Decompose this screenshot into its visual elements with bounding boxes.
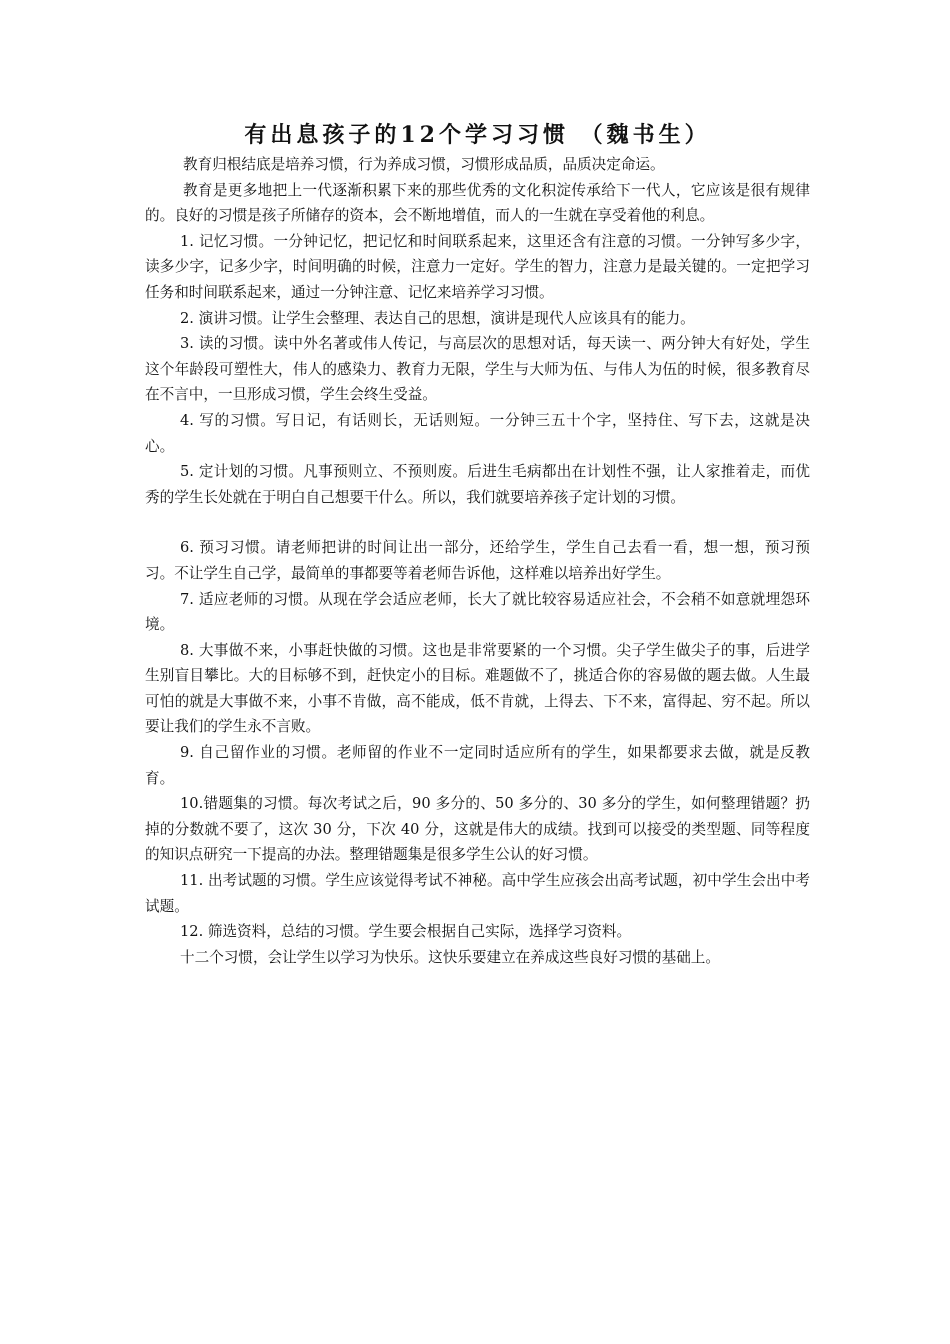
habit-2-paragraph: 2. 演讲习惯。让学生会整理、表达自己的思想，演讲是现代人应该具有的能力。 <box>180 309 695 327</box>
document-body <box>145 118 810 970</box>
habit-7-paragraph: 7. 适应老师的习惯。从现在学会适应老师，长大了就比较容易适应社会，不会稍不如意就埋怨环境。 <box>145 590 810 634</box>
habit-8-paragraph: 8. 大事做不来，小事赶快做的习惯。这也是非常要紧的一个习惯。尖子学生做尖子的事，后进学生别盲目攀比。大的目标够不到，赶快定小的目标。难题做不了，挑适合你的容易做的题去做。人生最可怕的就是大事做不来，小事不肯做，高不能成，低不肯就，上得去、下不来，富得起、穷不起。所以要让我们的学生永不言败。 <box>145 641 810 736</box>
habit-12-paragraph: 12. 筛选资料，总结的习惯。学生要会根据自己实际，选择学习资料。 <box>180 923 632 941</box>
habit-10-paragraph: 10.错题集的习惯。每次考试之后，90 多分的、50 多分的、30 多分的学生，如何整理错题？扔掉的分数就不要了，这次 30 分，下次 40 分，这就是伟大的成绩。找到可以接受的类型题、同等程度的知识点研究一下提高的办法。整理错题集是很多学生公认的好习惯。 <box>145 795 810 864</box>
habit-9-paragraph: 9. 自己留作业的习惯。老师留的作业不一定同时适应所有的学生，如果都要求去做，就是反教育。 <box>145 744 810 787</box>
document-title: 有出息孩子的12个学习习惯 （魏书生） <box>244 122 711 148</box>
intro-paragraph: 教育是更多地把上一代逐渐积累下来的那些优秀的文化积淀传承给下一代人，它应该是很有规律的。良好的习惯是孩子所储存的资本，会不断地增值，而人的一生就在享受着他的利息。 <box>145 181 810 225</box>
habit-6-paragraph: 6. 预习习惯。请老师把讲的时间让出一部分，还给学生，学生自己去看一看，想一想，预习预习。不让学生自己学，最简单的事都要等着老师告诉他，这样难以培养出好学生。 <box>145 539 810 582</box>
habit-11-paragraph: 11. 出考试题的习惯。学生应该觉得考试不神秘。高中学生应孩会出高考试题，初中学生会出中考试题。 <box>145 872 810 915</box>
habit-4-paragraph: 4. 写的习惯。写日记，有话则长，无话则短。一分钟三五十个字，坚持住、写下去，这就是决心。 <box>145 411 810 455</box>
habit-5-paragraph: 5. 定计划的习惯。凡事预则立、不预则废。后进生毛病都出在计划性不强，让人家推着走，而优秀的学生长处就在于明白自己想要干什么。所以，我们就要培养孩子定计划的习惯。 <box>145 463 810 506</box>
conclusion-paragraph: 十二个习惯，会让学生以学习为快乐。这快乐要建立在养成这些良好习惯的基础上。 <box>180 948 720 966</box>
habit-3-paragraph: 3. 读的习惯。读中外名著或伟人传记，与高层次的思想对话，每天读一、两分钟大有好处，学生这个年龄段可塑性大，伟人的感染力、教育力无限，学生与大师为伍、与伟人为伍的时候，很多教育尽在不言中，一旦形成习惯，学生会终生受益。 <box>145 335 810 404</box>
intro-paragraph: 教育归根结底是培养习惯，行为养成习惯，习惯形成品质，品质决定命运。 <box>183 156 665 173</box>
blank-line <box>145 510 810 535</box>
habit-1-paragraph: 1. 记忆习惯。一分钟记忆，把记忆和时间联系起来，这里还含有注意的习惯。一分钟写多少字，读多少字，记多少字，时间明确的时候，注意力一定好。学生的智力，注意力是最关键的。一定把学习任务和时间联系起来，通过一分钟注意、记忆来培养学习习惯。 <box>145 232 810 301</box>
